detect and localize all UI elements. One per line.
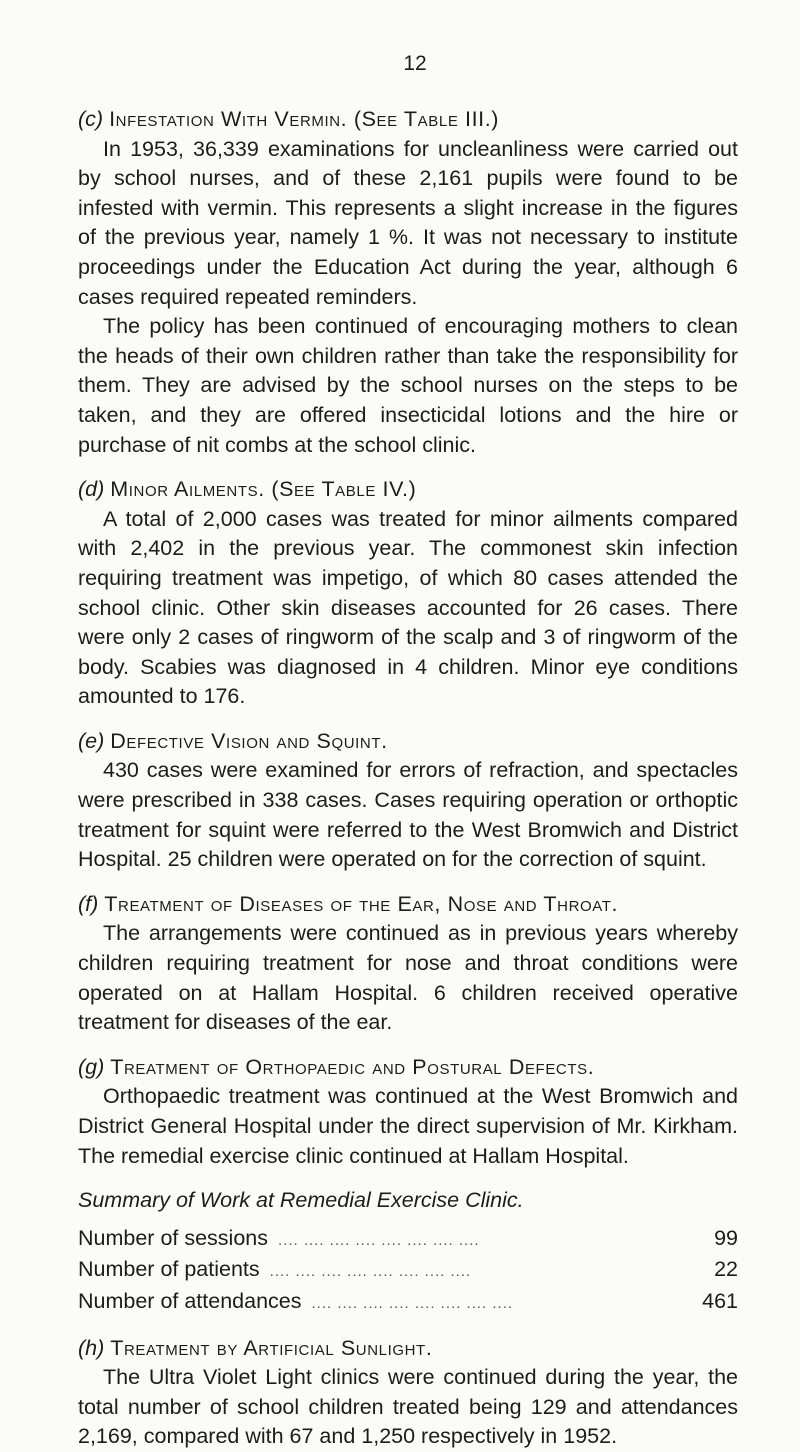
section-infestation — [78, 105, 738, 460]
paragraph: Orthopaedic treatment was continued at the West Bromwich and District General Hospital under the direct supervision of Mr. Kirkham. The remedial exercise clinic continued at Hallam Hospital. — [78, 1084, 738, 1168]
section-letter: (d) — [78, 477, 105, 502]
section-letter: (f) — [78, 891, 99, 916]
summary-remedial-exercise — [78, 1186, 738, 1318]
section-ear-nose-throat — [78, 890, 738, 1038]
section-artificial-sunlight — [78, 1334, 738, 1452]
dot-leader: .... .... .... .... .... .... .... .... — [278, 1231, 480, 1249]
section-defective-vision — [78, 727, 738, 875]
summary-row — [78, 1287, 738, 1319]
section-letter: (h) — [78, 1335, 105, 1360]
section-heading — [78, 890, 738, 920]
section-letter: (c) — [78, 107, 104, 131]
section-heading — [78, 1334, 738, 1364]
summary-row — [78, 1224, 738, 1256]
summary-label: Number of attendances — [78, 1288, 302, 1313]
section-orthopaedic — [78, 1053, 738, 1171]
dot-leader: .... .... .... .... .... .... .... .... — [311, 1294, 514, 1312]
summary-title: Summary of Work at Remedial Exercise Clinic. — [78, 1188, 524, 1213]
paragraph: A total of 2,000 cases was treated for minor ailments compared with 2,402 in the previous year. The commonest skin infection requiring treatment was impetigo, of which 80 cases attended the school clinic. Other skin diseases accounted for 26 cases. There were only 2 cases of ringworm of the scalp and 3 of ringworm of the body. Scabies was diagnosed in 4 children. Minor eye conditions amounted to 176. — [78, 506, 738, 709]
paragraph: 430 cases were examined for errors of refraction, and spectacles were prescribed in 338 cases. Cases requiring operation or orthoptic treatment for squint were referred to the West Bromwich and District Hospital. 25 children were operated on for the correction of squint. — [78, 758, 738, 872]
document-page — [78, 52, 738, 1452]
section-title: Treatment of Diseases of the Ear, Nose and Throat. — [104, 891, 619, 916]
section-letter: (g) — [78, 1054, 105, 1079]
section-title: Treatment by Artificial Sunlight. — [110, 1335, 433, 1360]
dot-leader: .... .... .... .... .... .... .... .... — [269, 1263, 472, 1281]
paragraph: The arrangements were continued as in previous years whereby children requiring treatment for nose and throat conditions were operated on at Hallam Hospital. 6 children received operative treatment for diseases of the ear. — [78, 921, 738, 1035]
paragraph: The policy has been continued of encouraging mothers to clean the heads of their own children rather than take the responsibility for them. They are advised by the school nurses on the steps to be taken, and they are offered insecticidal lotions and the hire or purchase of nit combs at the school clinic. — [78, 314, 738, 457]
summary-label: Number of sessions — [78, 1225, 268, 1250]
summary-value: 461 — [702, 1288, 738, 1313]
section-letter: (e) — [78, 728, 105, 753]
section-heading — [78, 475, 738, 505]
paragraph: The Ultra Violet Light clinics were continued during the year, the total number of school children treated being 129 and attendances 2,169, compared with 67 and 1,250 respectively in 1952. — [78, 1365, 738, 1449]
section-title: Defective Vision and Squint. — [110, 728, 388, 753]
section-heading — [78, 727, 738, 757]
paragraph: In 1953, 36,339 examinations for uncleanliness were carried out by school nurses, and of these 2,161 pupils were found to be infested with vermin. This represents a slight increase in the figures of the previous year, namely 1 %. It was not necessary to institute proceedings under the Education Act during the year, although 6 cases required repeated reminders. — [78, 136, 738, 309]
summary-value: 22 — [714, 1257, 738, 1282]
page-number: 12 — [403, 52, 427, 75]
summary-row — [78, 1255, 738, 1287]
summary-value: 99 — [714, 1225, 738, 1250]
section-title: Infestation With Vermin. (See Table III.) — [109, 107, 500, 131]
section-minor-ailments — [78, 475, 738, 712]
section-title: Minor Ailments. (See Table IV.) — [110, 477, 417, 502]
summary-label: Number of patients — [78, 1257, 260, 1282]
section-heading — [78, 1053, 738, 1083]
section-title: Treatment of Orthopaedic and Postural Defects. — [110, 1054, 595, 1079]
section-heading — [78, 105, 738, 135]
